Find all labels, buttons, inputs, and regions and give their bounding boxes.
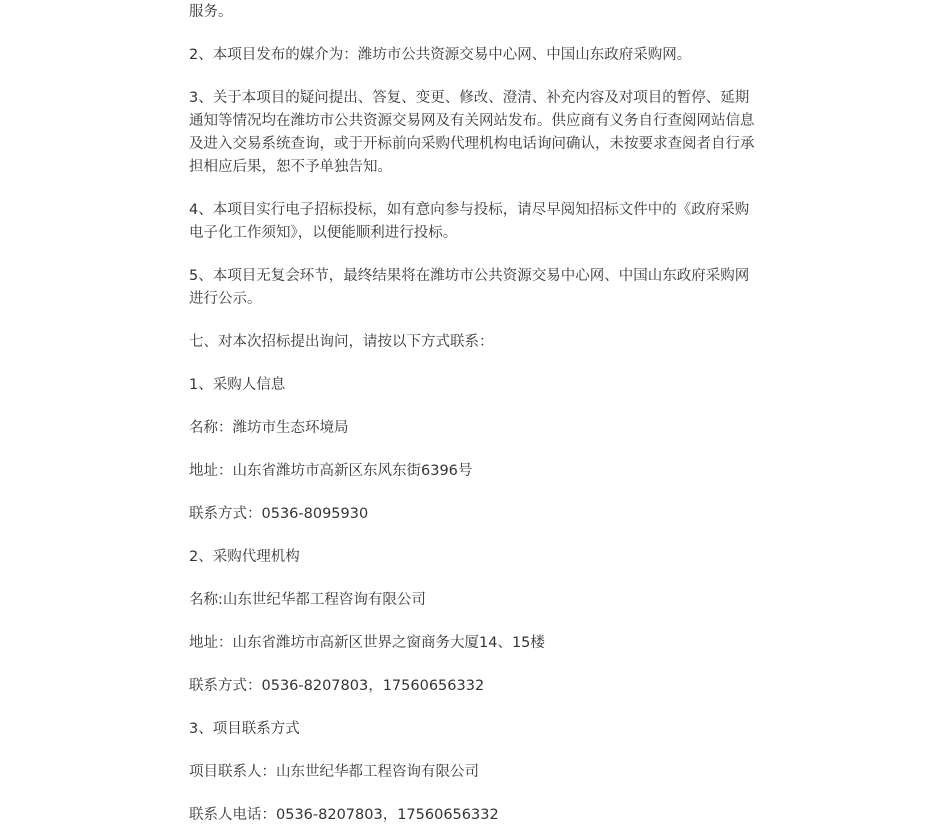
paragraph-inquiry-notice: 3、关于本项目的疑问提出、答复、变更、修改、澄清、补充内容及对项目的暂停、延期通知等情况均在潍坊市公共资源交易网及有关网站发布。供应商有义务自行查阅网站信息及进入交易系统查询，或于开标前向采购代理机构电话询问确认，未按要求查阅者自行承担相应后果，恕不予单独告知。: [189, 90, 755, 175]
agency-name: 名称:山东世纪华都工程咨询有限公司: [189, 592, 426, 608]
subheading-agency: 2、采购代理机构: [189, 549, 300, 565]
purchaser-name: 名称：潍坊市生态环境局: [189, 420, 349, 436]
paragraph-electronic-bidding: 4、本项目实行电子招标投标，如有意向参与投标，请尽早阅知招标文件中的《政府采购电子化工作须知》，以便能顺利进行投标。: [189, 202, 750, 241]
project-contact-person: 项目联系人：山东世纪华都工程咨询有限公司: [189, 764, 479, 780]
paragraph-result-publication: 5、本项目无复会环节，最终结果将在潍坊市公共资源交易中心网、中国山东政府采购网进行公示。: [189, 268, 750, 307]
agency-address: 地址：山东省潍坊市高新区世界之窗商务大厦14、15楼: [189, 635, 545, 651]
purchaser-address: 地址：山东省潍坊市高新区东风东街6396号: [189, 463, 473, 479]
subheading-project-contact: 3、项目联系方式: [189, 721, 300, 737]
subheading-purchaser-info: 1、采购人信息: [189, 377, 286, 393]
section-heading-contact: 七、对本次招标提出询问，请按以下方式联系：: [189, 334, 494, 350]
paragraph-media: 2、本项目发布的媒介为：潍坊市公共资源交易中心网、中国山东政府采购网。: [189, 47, 692, 63]
paragraph-service: 服务。: [189, 4, 233, 20]
agency-phone: 联系方式：0536-8207803，17560656332: [189, 678, 485, 694]
document-body: [189, 0, 759, 827]
project-contact-phone: 联系人电话：0536-8207803，17560656332: [189, 807, 499, 823]
purchaser-phone: 联系方式：0536-8095930: [189, 506, 369, 522]
